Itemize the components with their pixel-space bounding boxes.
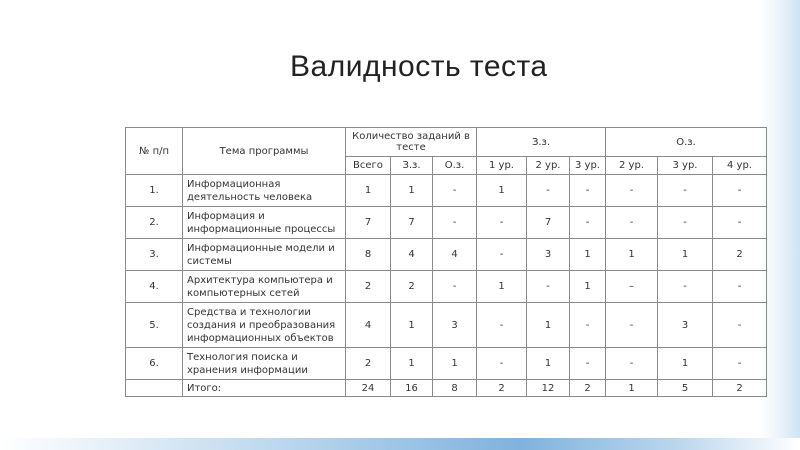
row-value: 7 [527,207,570,239]
validity-table [125,127,767,397]
table-row [126,239,767,271]
header-num: № п/п [126,128,183,175]
row-value: - [713,207,767,239]
row-value: 1 [391,348,433,380]
row-value: 3 [527,239,570,271]
page-title: Валидность теста [290,50,548,83]
row-value: - [477,207,527,239]
row-value: 1 [570,271,606,303]
row-value: 3 [433,303,477,348]
row-value: 2 [391,271,433,303]
row-value: - [713,348,767,380]
row-topic: Технология поиска и хранения информации [183,348,346,380]
total-value: 2 [713,380,767,397]
row-value: 2 [346,271,391,303]
row-value: - [713,303,767,348]
row-value: - [606,303,658,348]
subheader-cell: 2 ур. [606,157,658,175]
table-body [126,175,767,397]
table-row [126,175,767,207]
row-value: 1 [477,175,527,207]
row-topic: Информационная деятельность человека [183,175,346,207]
row-value: 1 [658,348,713,380]
row-value: 7 [391,207,433,239]
table-row [126,348,767,380]
row-value: - [477,239,527,271]
total-label: Итого: [183,380,346,397]
row-value: 8 [346,239,391,271]
subheader-cell: 4 ур. [713,157,767,175]
row-value: - [433,271,477,303]
row-value: 1 [346,175,391,207]
subheader-cell: Всего [346,157,391,175]
table-row [126,207,767,239]
row-value: 4 [391,239,433,271]
row-value: 2 [346,348,391,380]
row-value: - [570,303,606,348]
row-value: - [527,271,570,303]
row-value: - [433,175,477,207]
row-number: 5. [126,303,183,348]
header-zz: З.з. [477,128,606,157]
row-value: - [658,175,713,207]
total-value: 2 [477,380,527,397]
header-oz: О.з. [606,128,767,157]
row-number: 4. [126,271,183,303]
total-value: 24 [346,380,391,397]
row-value: - [713,271,767,303]
row-value: 1 [527,348,570,380]
row-value: - [433,207,477,239]
row-value: 7 [346,207,391,239]
row-value: 3 [658,303,713,348]
table-header-row [126,128,767,157]
row-value: - [570,348,606,380]
row-topic: Информационные модели и системы [183,239,346,271]
row-value: 1 [658,239,713,271]
table-row [126,303,767,348]
row-value: - [477,348,527,380]
row-value: - [606,207,658,239]
row-topic: Архитектура компьютера и компьютерных сетей [183,271,346,303]
subheader-cell: З.з. [391,157,433,175]
row-value: - [527,175,570,207]
row-value: 1 [527,303,570,348]
subheader-cell: 3 ур. [658,157,713,175]
row-value: - [658,271,713,303]
row-value: 1 [606,239,658,271]
row-value: - [570,207,606,239]
row-number: 2. [126,207,183,239]
row-value: - [606,348,658,380]
total-value: 12 [527,380,570,397]
row-topic: Информация и информационные процессы [183,207,346,239]
row-value: - [606,175,658,207]
total-value: 2 [570,380,606,397]
total-value: 5 [658,380,713,397]
row-number: 6. [126,348,183,380]
header-count: Количество заданий в тесте [346,128,477,157]
subheader-cell: 2 ур. [527,157,570,175]
row-value: 2 [713,239,767,271]
header-topic: Тема программы [183,128,346,175]
row-value: - [477,303,527,348]
row-value: 1 [570,239,606,271]
row-value: 1 [391,175,433,207]
decorative-bottom-band [0,438,800,450]
row-number: 1. [126,175,183,207]
subheader-cell: 1 ур. [477,157,527,175]
table-row [126,271,767,303]
row-value: 1 [391,303,433,348]
total-value: 16 [391,380,433,397]
total-value: 8 [433,380,477,397]
row-topic: Средства и технологии создания и преобразования информационных объектов [183,303,346,348]
row-value: 1 [433,348,477,380]
total-value: 1 [606,380,658,397]
row-value: 4 [433,239,477,271]
row-value: - [713,175,767,207]
row-value: 4 [346,303,391,348]
subheader-cell: 3 ур. [570,157,606,175]
row-number: 3. [126,239,183,271]
total-row [126,380,767,397]
row-value: 1 [477,271,527,303]
row-value: - [570,175,606,207]
row-value: – [606,271,658,303]
subheader-cell: О.з. [433,157,477,175]
total-empty-cell [126,380,183,397]
row-value: - [658,207,713,239]
